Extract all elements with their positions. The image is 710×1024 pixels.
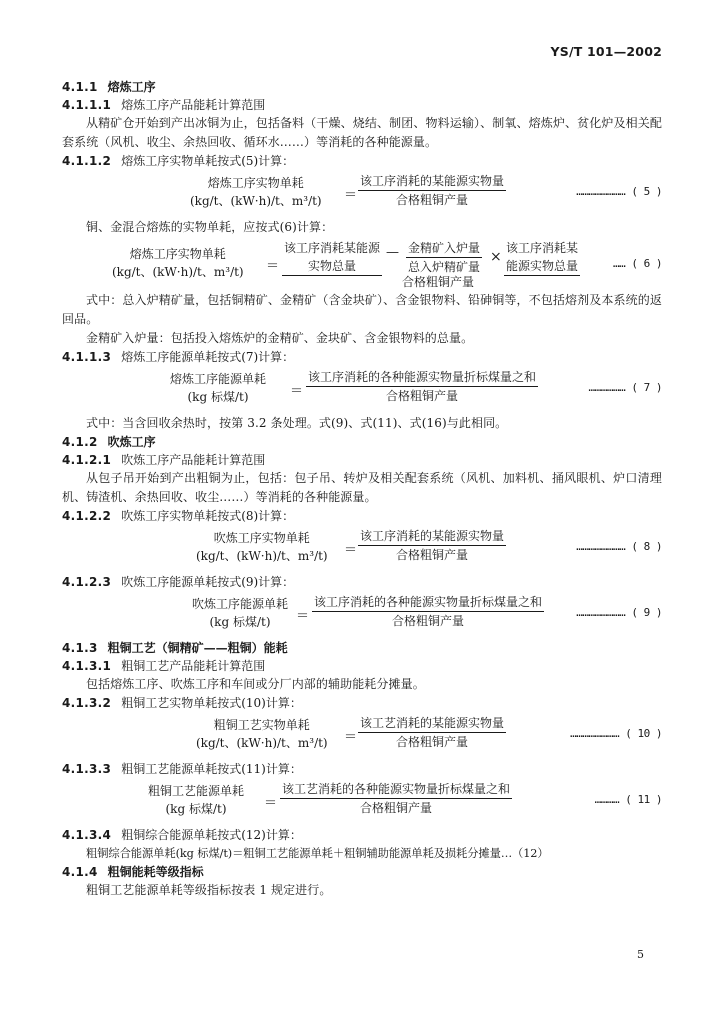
formula-leader-and-number [576,540,662,553]
section-heading-4-1-3-4 [62,826,662,844]
formula-number: ( 8 ) [631,540,662,553]
fraction-denominator: 合格粗铜产量 [396,193,469,207]
formula-leader-and-number [613,257,662,270]
section-title: 吹炼工序实物单耗按式(8)计算： [121,509,295,523]
section-title: 粗铜工艺产品能耗计算范围 [121,659,266,673]
formula-5 [62,172,662,216]
leader-dots: …………………… [570,727,620,740]
formula-12-text: 粗铜综合能源单耗(kg 标煤/t)＝粗铜工艺能源单耗＋粗铜辅助能源单耗及损耗分摊量 [86,847,501,860]
section-title: 粗铜工艺能源单耗按式(11)计算： [121,762,302,776]
section-heading-4-1-2-1 [62,451,662,469]
section-heading-4-1-1-2 [62,152,662,170]
term-a-line1: 该工序消耗某能源 [284,241,381,255]
formula-12-line [62,844,662,863]
formula-lhs-name: 粗铜工艺实物单耗 [213,718,310,732]
formula-number: ( 10 ) [625,727,662,740]
section-title: 粗铜工艺（铜精矿——粗铜）能耗 [107,641,288,655]
fraction-denominator: 合格粗铜产量 [386,389,459,403]
section-number: 4.1.2.2 [62,509,112,523]
formula-leader-and-number [576,185,662,198]
equals-sign: ＝ [344,730,358,745]
paragraph-cu-au-mixed: 铜、金混合熔炼的实物单耗，应按式(6)计算： [86,220,334,234]
section-heading-4-1-4 [62,863,662,881]
term-c-line1: 该工序消耗某 [506,241,579,255]
formula-leader-and-number [576,606,662,619]
section-number: 4.1.4 [62,865,98,879]
fraction-numerator: 该工艺消耗的各种能源实物量折标煤量之和 [280,780,512,799]
leader-dots: ………… [594,793,620,806]
formula-lhs-name: 熔炼工序实物单耗 [129,247,226,261]
paragraph-where-total-concentrate: 式中：总入炉精矿量，包括铜精矿、金精矿（含金块矿）、含金银物料、铅砷铜等，不包括熔剂及本系统的返回品。 [62,293,662,326]
formula-fraction-c [504,239,580,276]
formula-7 [62,368,662,412]
leader-dots: …… [613,257,626,270]
formula-leader-and-number [589,381,663,394]
section-heading-4-1-3 [62,639,662,657]
section-heading-4-1-3-3 [62,760,662,778]
times-sign: × [490,249,502,265]
fraction-denominator: 合格粗铜产量 [396,735,469,749]
section-title: 熔炼工序 [107,80,156,94]
page-number: 5 [637,948,644,961]
formula-lhs [148,782,244,818]
formula-leader-and-number [595,793,662,806]
section-title: 吹炼工序产品能耗计算范围 [121,453,266,467]
paragraph-gold-concentrate-input: 金精矿入炉量：包括投入熔炼炉的金精矿、金块矿、含金银物料的总量。 [86,331,474,345]
fraction-numerator: 该工序消耗的各种能源实物量折标煤量之和 [312,593,544,612]
formula-number: ( 9 ) [631,606,662,619]
fraction-denominator: 合格粗铜产量 [392,614,465,628]
section-heading-4-1-1-1 [62,96,662,114]
section-heading-4-1-2 [62,433,662,451]
section-heading-4-1-2-2 [62,507,662,525]
formula-fraction [312,593,544,630]
fraction-denominator: 总入炉精矿量 [408,260,481,274]
formula-lhs [112,245,244,281]
term-c-line2: 能源实物总量 [504,257,580,276]
formula-10 [62,714,662,758]
section-heading-4-1-2-3 [62,573,662,591]
leader-dots: …………………… [576,185,626,198]
formula-lhs-unit: (kg/t、(kW·h)/t、m³/t) [190,194,322,208]
leader-dots: ……………… [588,381,626,394]
formula-fraction [306,368,538,405]
minus-sign: — [386,245,399,260]
paragraph-blister-copper-scope: 包括熔炼工序、吹炼工序和车间或分厂内部的辅助能耗分摊量。 [86,677,425,691]
page-content [62,78,662,900]
paragraph-grade-index: 粗铜工艺能源单耗等级指标按表 1 规定进行。 [86,883,332,897]
section-number: 4.1.2 [62,435,98,449]
section-heading-4-1-3-1 [62,657,662,675]
formula-lhs [192,595,288,631]
paragraph-waste-heat-note: 式中：当含回收余热时，按第 3.2 条处理。式(9)、式(11)、式(16)与此相同。 [86,416,508,430]
equals-sign: ＝ [264,796,278,811]
section-title: 吹炼工序能源单耗按式(9)计算： [121,575,295,589]
formula-fraction [358,527,506,564]
fraction-numerator: 该工艺消耗的某能源实物量 [358,714,506,733]
section-number: 4.1.3.2 [62,696,112,710]
formula-lhs-name: 粗铜工艺能源单耗 [148,784,245,798]
fraction-denominator: 合格粗铜产量 [402,275,475,289]
formula-lhs-unit: (kg/t、(kW·h)/t、m³/t) [196,549,328,563]
standard-code: YS/T 101—2002 [550,44,662,59]
section-number: 4.1.3.4 [62,828,112,842]
formula-fraction-a [282,239,382,276]
formula-lhs [170,370,266,406]
fraction-numerator: 该工序消耗的各种能源实物量折标煤量之和 [306,368,538,387]
section-title: 吹炼工序 [107,435,156,449]
section-title: 粗铜综合能源单耗按式(12)计算： [121,828,302,842]
section-number: 4.1.1.1 [62,98,112,112]
formula-8 [62,527,662,571]
formula-leader-and-number [570,727,662,740]
formula-main-denominator [400,273,476,291]
section-number: 4.1.3.3 [62,762,112,776]
formula-fraction [358,714,506,751]
formula-lhs-unit: (kg 标煤/t) [187,390,249,404]
leader-dots: …………………… [576,540,626,553]
formula-6 [62,239,662,289]
fraction-numerator: 该工序消耗的某能源实物量 [358,527,506,546]
equals-sign: ＝ [290,384,304,399]
formula-lhs-unit: (kg 标煤/t) [209,615,271,629]
formula-number: ( 7 ) [631,381,662,394]
equals-sign: ＝ [344,188,358,203]
section-number: 4.1.2.3 [62,575,112,589]
formula-lhs [196,529,328,565]
formula-11 [62,780,662,824]
formula-number: ( 5 ) [631,185,662,198]
equals-sign: ＝ [266,259,280,274]
section-number: 4.1.2.1 [62,453,112,467]
section-number: 4.1.1.3 [62,350,112,364]
section-title: 熔炼工序产品能耗计算范围 [121,98,266,112]
section-heading-4-1-1-3 [62,348,662,366]
section-title: 熔炼工序实物单耗按式(5)计算： [121,154,295,168]
formula-lhs-name: 吹炼工序实物单耗 [213,531,310,545]
section-heading-4-1-1 [62,78,662,96]
fraction-denominator: 合格粗铜产量 [396,548,469,562]
section-title: 粗铜工艺实物单耗按式(10)计算： [121,696,302,710]
formula-fraction [280,780,512,817]
formula-9 [62,593,662,637]
formula-number: …（12） [500,847,549,860]
fraction-numerator: 金精矿入炉量 [406,239,482,258]
formula-lhs-unit: (kg/t、(kW·h)/t、m³/t) [112,265,244,279]
term-a-line2: 实物总量 [282,257,382,276]
section-title: 粗铜能耗等级指标 [107,865,204,879]
leader-dots: …………………… [576,606,626,619]
section-number: 4.1.3.1 [62,659,112,673]
formula-lhs-name: 熔炼工序实物单耗 [207,176,304,190]
paragraph-smelting-scope: 从精矿仓开始到产出冰铜为止，包括备料（干燥、烧结、制团、物料运输）、制氧、熔炼炉、贫化炉及相关配套系统（风机、收尘、余热回收、循环水……）等消耗的各种能源量。 [62,116,662,149]
section-number: 4.1.1 [62,80,98,94]
fraction-numerator: 该工序消耗的某能源实物量 [358,172,506,191]
equals-sign: ＝ [344,543,358,558]
formula-lhs-unit: (kg 标煤/t) [165,802,227,816]
formula-lhs [190,174,322,210]
paragraph-converting-scope: 从包子吊开始到产出粗铜为止，包括：包子吊、转炉及相关配套系统（风机、加料机、捅风眼机、炉口清理机、铸渣机、余热回收、收尘……）等消耗的各种能源量。 [62,471,662,504]
section-number: 4.1.1.2 [62,154,112,168]
formula-fraction-b [406,239,482,276]
section-title: 熔炼工序能源单耗按式(7)计算： [121,350,295,364]
formula-number: ( 6 ) [631,257,662,270]
equals-sign: ＝ [296,609,310,624]
fraction-denominator: 合格粗铜产量 [360,801,433,815]
formula-number: ( 11 ) [625,793,662,806]
section-heading-4-1-3-2 [62,694,662,712]
section-number: 4.1.3 [62,641,98,655]
formula-lhs-name: 熔炼工序能源单耗 [170,372,267,386]
formula-fraction [358,172,506,209]
formula-lhs-unit: (kg/t、(kW·h)/t、m³/t) [196,736,328,750]
formula-lhs-name: 吹炼工序能源单耗 [192,597,289,611]
formula-lhs [196,716,328,752]
